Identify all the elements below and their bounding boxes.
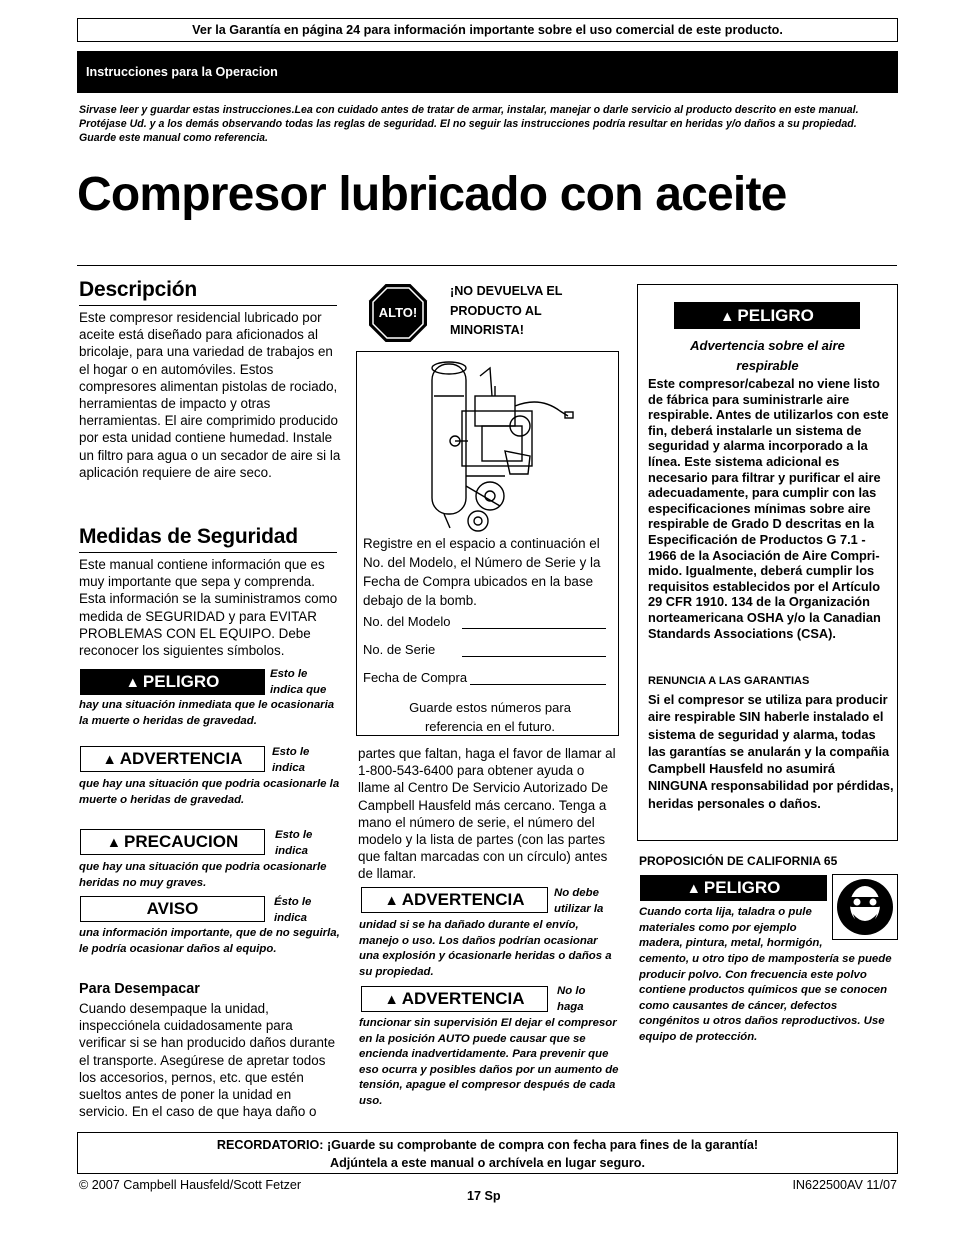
warning-triangle-icon: ▲ <box>686 881 701 897</box>
alto-text: ¡NO DEVUELVA EL PRODUCTO AL MINORISTA! <box>450 284 563 337</box>
warranty-notice: Ver la Garantía en página 24 para información importante sobre el uso comercial de este producto. <box>192 23 783 37</box>
title-rule <box>77 265 897 266</box>
aviso-rest-text: una información importante, que de no seguirla, le podría ocasionar daños al equipo. <box>79 927 340 955</box>
warning-triangle-icon: ▲ <box>720 309 735 325</box>
prop65-text-full <box>639 952 897 1078</box>
prop65-text-narrow <box>639 905 824 953</box>
advertencia-2-side: No lo haga <box>557 985 586 1013</box>
advertencia-rest-text: que hay una situación que podria ocasionarle la muerte o heridas de gravedad. <box>79 778 340 806</box>
compressor-illustration <box>420 356 580 536</box>
advertencia-2-tag <box>361 986 548 1012</box>
precaucion-side-text: Esto le indica <box>275 829 313 857</box>
prop65-text: Cuando corta lija, taladra o pule materiales como por ejemplo madera, pintura, metal, hormigón, <box>639 906 823 949</box>
peligro-right-label: PELIGRO <box>737 306 814 325</box>
peligro-prop65-label: PELIGRO <box>703 878 781 897</box>
precaucion-signal-label: PRECAUCION <box>124 832 239 851</box>
aviso-signal-label: AVISO <box>146 899 199 918</box>
renuncia-text: Si el compresor se utiliza para producir aire respirable SIN haberle instalado el sistema de seguridad y alarma, todas las garantías se anularán y la compañia Campbell Hausfeld no asumirá NINGUNA responsabilidad por pérdidas, heridas personales o daños. <box>648 692 894 811</box>
warning-triangle-icon: ▲ <box>384 992 399 1008</box>
serie-field-line <box>462 656 606 657</box>
fecha-field-line <box>470 684 606 685</box>
peligro-signal-label: PELIGRO <box>142 672 220 691</box>
peligro-rest-text: hay una situación inmediata que le ocasionaria la muerte o heridas de gravedad. <box>79 699 335 727</box>
fecha-label: Fecha de Compra <box>363 670 468 685</box>
desempacar-heading: Para Desempacar <box>79 981 200 997</box>
advertencia-2-label: ADVERTENCIA <box>401 989 525 1008</box>
desempacar-text: Cuando desempaque la unidad, inspecciónela cuidadosamente para verificar si se han producido daños durante el transporte. Asegúrese de apretar todos los accesorios, pernos, etc. que estén sueltos antes de poner la unidad en servicio. En el caso de que haya daño o <box>79 1001 336 1120</box>
peligro-signal-tag <box>80 669 265 695</box>
serie-label: No. de Serie <box>363 642 436 657</box>
middle-continued-text: partes que faltan, haga el favor de llamar al 1-800-543-6400 para obtener ayuda o llame al Centro De Servicio Autorizado De Campbell Hausfeld más cercano. Tenga a mano el número de serie, el número del modelo y la lista de partes (con las partes que faltan marcadas con un círculo) antes de llamar. <box>358 746 616 882</box>
seguridad-heading: Medidas de Seguridad <box>79 525 298 548</box>
breathing-air-text: Este compresor/cabezal no viene listo de fábrica para suministrarle aire respirable. Antes de utilizarlos con este fin, deberá instalarle un sistema de seguridad y alarma incorporado a la línea. Este sistema adicional es necesario para filtrar y purificar el aire adecuadamente, para cumplir con las especificaciones mínimas sobre aire respirable de Grado D descritas en la Especificación de Productos G 7.1 - 1966 de la Asociación de Aire Compri-mido. Igualmente, deberá cumplir los requisitos establecidos por el Artículo 29 CFR 1910. 134 de la Organización norteamericana OSHA y/o la Canadian Standards Associations (CSA). <box>648 376 889 641</box>
reminder-line2: Adjúntela a este manual o archívela en lugar seguro. <box>330 1156 645 1170</box>
stop-sign-label: ALTO! <box>378 305 418 320</box>
advertencia-signal-tag <box>80 746 265 772</box>
reminder-box <box>77 1132 898 1174</box>
descripcion-heading: Descripción <box>79 278 198 301</box>
descripcion-text: Este compresor residencial lubricado por aceite está diseñado para aficionados al bricolaje, para una variedad de trabajos en el hogar o en automóviles. Estos compresores alimentan pistolas de rociado, herramientas de impacto y otras herramientas. El aire comprimido producido por esta unidad contiene humedad. Instale un filtro para agua o un secador de aire si la aplicación requiere de aire seco. <box>79 310 341 480</box>
precaucion-signal-tag <box>80 829 265 855</box>
peligro-side-text: Esto le indica que <box>270 668 327 696</box>
descripcion-rule <box>79 305 337 306</box>
prop65-heading: PROPOSICIÓN DE CALIFORNIA 65 <box>639 854 838 868</box>
breathing-air-subtitle: Advertencia sobre el aire respirable <box>690 338 845 373</box>
advertencia-1-tag <box>361 887 548 913</box>
page-title: Compresor lubricado con aceite <box>77 168 787 221</box>
warranty-notice-box <box>77 18 898 42</box>
registration-text: Registre en el espacio a continuación el No. del Modelo, el Número de Serie y la Fecha de Compra ubicados en la base debajo de la bomb. <box>363 536 601 608</box>
reminder-line1: RECORDATORIO: ¡Guarde su comprobante de compra con fecha para fines de la garantía! <box>216 1138 759 1152</box>
peligro-right-tag <box>674 302 860 329</box>
precaucion-rest-text: que hay una situación que podria ocasionarle heridas no muy graves. <box>79 861 327 889</box>
advertencia-signal-label: ADVERTENCIA <box>119 749 243 768</box>
seguridad-rule <box>79 552 337 553</box>
warning-triangle-icon: ▲ <box>125 675 140 691</box>
header-bar-text: Instrucciones para la Operacion <box>86 65 278 79</box>
advertencia-side-text: Esto le indica <box>272 746 310 774</box>
footer-copyright: © 2007 Campbell Hausfeld/Scott Fetzer <box>79 1178 302 1192</box>
guarde-text: Guarde estos números para referencia en el futuro. <box>409 700 571 734</box>
header-bar <box>77 51 898 93</box>
peligro-prop65-tag <box>640 875 827 901</box>
footer-doc-id: IN622500AV 11/07 <box>792 1178 897 1192</box>
modelo-label: No. del Modelo <box>363 614 451 629</box>
protective-equipment-icon <box>836 878 894 936</box>
modelo-field-line <box>462 628 606 629</box>
aviso-signal-tag <box>80 896 265 922</box>
warning-triangle-icon: ▲ <box>102 752 117 768</box>
advertencia-1-label: ADVERTENCIA <box>401 890 525 909</box>
advertencia-2-rest: funcionar sin supervisión El dejar el compresor en la posición AUTO puede causar que se encienda inadvertidamente. Para prevenir que eso ocurra y posibles daños por un aumento de tensión, apague el compresor después de cada uso. <box>359 1017 619 1107</box>
intro-text: Sirvase leer y guardar estas instrucciones.Lea con cuidado antes de tratar de armar, instalar, manejar o darle servicio al producto descrito en este manual. Protéjase Ud. y a los demás observando todas las reglas de seguridad. El no seguir las instrucciones podría resultar en heridas y/o daños a su propiedad. Guarde este manual como referencia. <box>79 104 859 145</box>
warning-triangle-icon: ▲ <box>106 835 121 851</box>
advertencia-1-rest: unidad si se ha dañado durante el envío, manejo o uso. Los daños podrían ocasionar una explosión y ócasionarle heridas o daños a su propiedad. <box>359 919 612 978</box>
renuncia-heading: RENUNCIA A LAS GARANTIAS <box>648 675 810 687</box>
warning-triangle-icon: ▲ <box>384 893 399 909</box>
prop65-text-continued: cemento, u otro tipo de mampostería se puede producir polvo. Con frecuencia este polvo contiene productos químicos que se conocen como causantes de cáncer, defectos congénitos u otros daños reproductivos. Use equipo de protección. <box>639 953 892 1043</box>
aviso-side-text: Ésto le indica <box>274 896 312 924</box>
footer-page-number: 17 Sp <box>467 1189 501 1203</box>
seguridad-text: Este manual contiene información que es muy importante que sepa y comprenda. Esta información se la suministramos como medida de SEGURIDAD y para EVITAR PROBLEMAS CON EL EQUIPO. Debe reconocer los siguientes símbolos. <box>79 557 338 659</box>
advertencia-1-side: No debe utilizar la <box>554 887 604 915</box>
